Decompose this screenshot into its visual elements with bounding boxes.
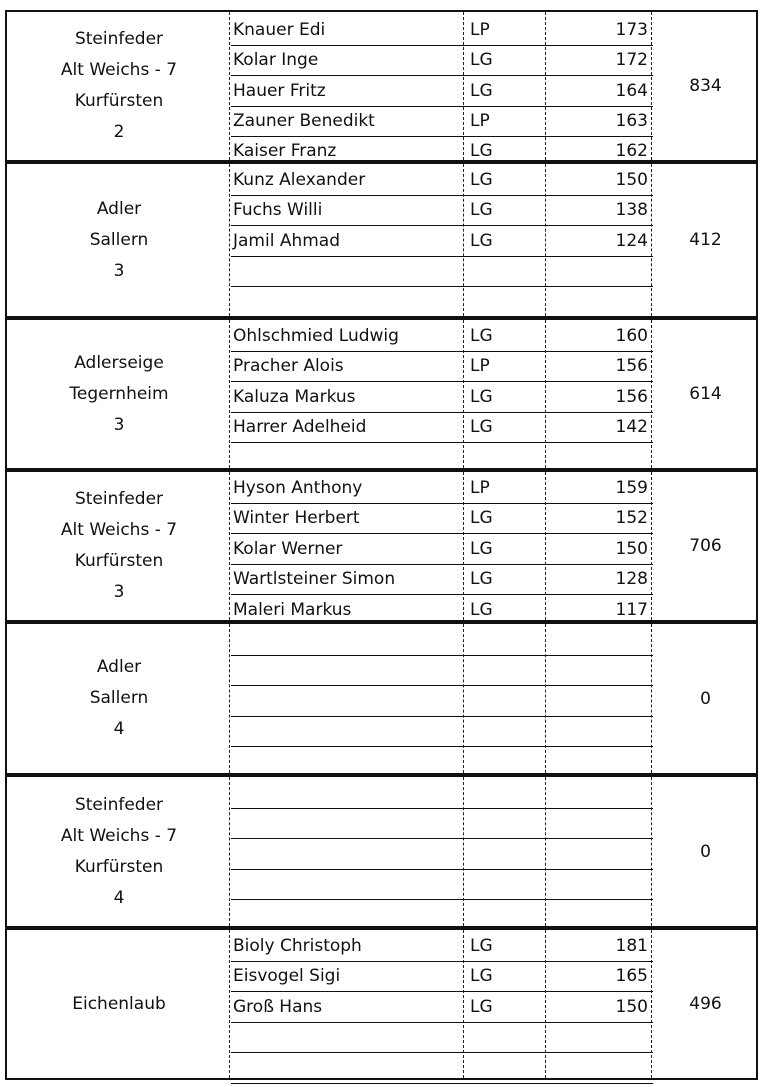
member-score: 172 (615, 50, 648, 70)
member-name: Zauner Benedikt (233, 111, 375, 131)
member-row (231, 16, 653, 46)
team-label-line: Alt Weichs - 7 (60, 520, 178, 540)
member-name: Kolar Werner (233, 539, 343, 559)
member-class: LP (470, 356, 490, 376)
team-label-line: Tegernheim (69, 383, 169, 404)
team-label-line: 2 (113, 122, 125, 142)
row-rule (231, 1052, 653, 1053)
member-row (231, 504, 653, 534)
member-score: 138 (615, 200, 648, 220)
team-label (7, 12, 231, 160)
member-row (231, 257, 653, 287)
member-row (231, 288, 653, 318)
member-class: LG (470, 141, 493, 161)
member-name: Kolar Inge (233, 50, 319, 70)
member-name: Kaluza Markus (233, 387, 356, 407)
member-score: 159 (615, 478, 648, 498)
member-name: Eisvogel Sigi (233, 966, 341, 986)
team-label-line: Kurfürsten (74, 551, 164, 571)
team-label (7, 472, 231, 620)
team-label-line: Alt Weichs - 7 (60, 60, 178, 80)
member-row (231, 46, 653, 76)
member-class: LG (470, 569, 493, 589)
member-score: 164 (615, 81, 648, 101)
member-name: Bioly Christoph (233, 936, 362, 956)
team-block (5, 775, 758, 928)
row-rule (231, 594, 653, 595)
member-row (231, 626, 653, 656)
team-label (7, 624, 231, 773)
team-block (5, 318, 758, 470)
member-row (231, 107, 653, 137)
member-score: 150 (615, 997, 648, 1017)
team-label-line: Adlerseige (74, 352, 164, 373)
member-score: 181 (615, 936, 648, 956)
member-row (231, 748, 653, 778)
team-label-line: 3 (113, 260, 125, 281)
row-rule (231, 685, 653, 686)
team-label-line: Steinfeder (74, 794, 164, 815)
team-label-line: Steinfeder (74, 489, 164, 509)
member-class: LP (470, 111, 490, 131)
team-label (7, 164, 231, 316)
row-rule (231, 746, 653, 747)
member-score: 162 (615, 141, 648, 161)
member-row (231, 535, 653, 565)
member-row (231, 993, 653, 1023)
column-separator (229, 320, 230, 468)
team-total: 706 (689, 536, 722, 556)
row-rule (231, 225, 653, 226)
member-row (231, 779, 653, 809)
member-score: 150 (615, 539, 648, 559)
member-score: 163 (615, 111, 648, 131)
member-row (231, 840, 653, 870)
member-score: 128 (615, 569, 648, 589)
member-row (231, 962, 653, 992)
member-score: 150 (615, 170, 648, 190)
member-row (231, 383, 653, 413)
member-class: LG (470, 997, 493, 1017)
member-score: 165 (615, 966, 648, 986)
member-score: 156 (615, 356, 648, 376)
member-name: Ohlschmied Ludwig (233, 326, 399, 346)
team-results-sheet (5, 0, 758, 1080)
member-class: LG (470, 539, 493, 559)
team-label-line: 4 (113, 887, 125, 908)
column-separator (229, 12, 230, 160)
member-class: LG (470, 231, 493, 251)
member-row (231, 227, 653, 257)
row-rule (231, 838, 653, 839)
team-label-line: Steinfeder (74, 29, 164, 49)
member-class: LG (470, 326, 493, 346)
member-class: LG (470, 600, 493, 620)
member-class: LG (470, 936, 493, 956)
member-row (231, 322, 653, 352)
team-label-line: Sallern (89, 229, 149, 250)
member-class: LG (470, 417, 493, 437)
column-separator (229, 472, 230, 620)
row-rule (231, 286, 653, 287)
row-rule (231, 533, 653, 534)
member-row (231, 565, 653, 595)
team-block (5, 10, 758, 162)
team-label-line: Adler (96, 657, 142, 677)
member-score: 173 (615, 20, 648, 40)
team-total: 0 (700, 841, 711, 862)
member-score: 124 (615, 231, 648, 251)
row-rule (231, 75, 653, 76)
member-name: Hauer Fritz (233, 81, 326, 101)
member-score: 152 (615, 508, 648, 528)
team-label-line: 4 (113, 719, 125, 739)
member-row (231, 413, 653, 443)
member-score: 117 (615, 600, 648, 620)
member-row (231, 1023, 653, 1053)
member-class: LP (470, 20, 490, 40)
team-block (5, 622, 758, 775)
team-label-line: 3 (113, 582, 125, 602)
team-total: 834 (689, 76, 722, 96)
member-name: Hyson Anthony (233, 478, 363, 498)
column-separator (229, 777, 230, 926)
member-name: Groß Hans (233, 997, 323, 1017)
team-label (7, 930, 231, 1078)
row-rule (231, 442, 653, 443)
team-block (5, 162, 758, 318)
column-separator (229, 164, 230, 316)
member-row (231, 717, 653, 747)
member-class: LG (470, 170, 493, 190)
member-name: Winter Herbert (233, 508, 360, 528)
member-row (231, 196, 653, 226)
member-class: LG (470, 508, 493, 528)
team-total: 0 (700, 688, 711, 709)
row-rule (231, 899, 653, 900)
team-total: 496 (689, 994, 722, 1014)
member-class: LG (470, 200, 493, 220)
member-score: 160 (615, 326, 648, 346)
team-label-line: Eichenlaub (72, 993, 166, 1014)
member-score: 142 (615, 417, 648, 437)
team-label-line: 3 (113, 414, 125, 435)
member-row (231, 656, 653, 686)
team-label-line: Kurfürsten (74, 91, 164, 111)
member-name: Fuchs Willi (233, 200, 323, 220)
team-block (5, 470, 758, 622)
member-name: Kaiser Franz (233, 141, 337, 161)
row-rule (231, 381, 653, 382)
member-name: Jamil Ahmad (233, 231, 341, 251)
member-name: Knauer Edi (233, 20, 326, 40)
team-block (5, 928, 758, 1080)
member-row (231, 474, 653, 504)
member-row (231, 870, 653, 900)
column-separator (229, 930, 230, 1078)
member-name: Maleri Markus (233, 600, 352, 620)
team-label-line: Sallern (89, 688, 149, 708)
member-name: Harrer Adelheid (233, 417, 367, 437)
member-class: LP (470, 478, 490, 498)
row-rule (231, 991, 653, 992)
member-row (231, 1054, 653, 1084)
member-row (231, 352, 653, 382)
row-rule (231, 1083, 653, 1084)
member-name: Wartlsteiner Simon (233, 569, 396, 589)
member-name: Pracher Alois (233, 356, 344, 376)
team-label-line: Kurfürsten (74, 856, 164, 877)
member-row (231, 901, 653, 931)
team-label (7, 320, 231, 468)
member-class: LG (470, 81, 493, 101)
member-row (231, 687, 653, 717)
team-label-line: Alt Weichs - 7 (60, 825, 178, 846)
member-row (231, 932, 653, 962)
member-class: LG (470, 966, 493, 986)
member-row (231, 809, 653, 839)
member-name: Kunz Alexander (233, 170, 366, 190)
member-class: LG (470, 50, 493, 70)
member-row (231, 166, 653, 196)
member-class: LG (470, 387, 493, 407)
column-separator (229, 624, 230, 773)
team-label-line: Adler (96, 198, 142, 219)
team-total: 614 (689, 384, 722, 404)
team-label (7, 777, 231, 926)
member-score: 156 (615, 387, 648, 407)
team-total: 412 (689, 230, 722, 250)
member-row (231, 77, 653, 107)
